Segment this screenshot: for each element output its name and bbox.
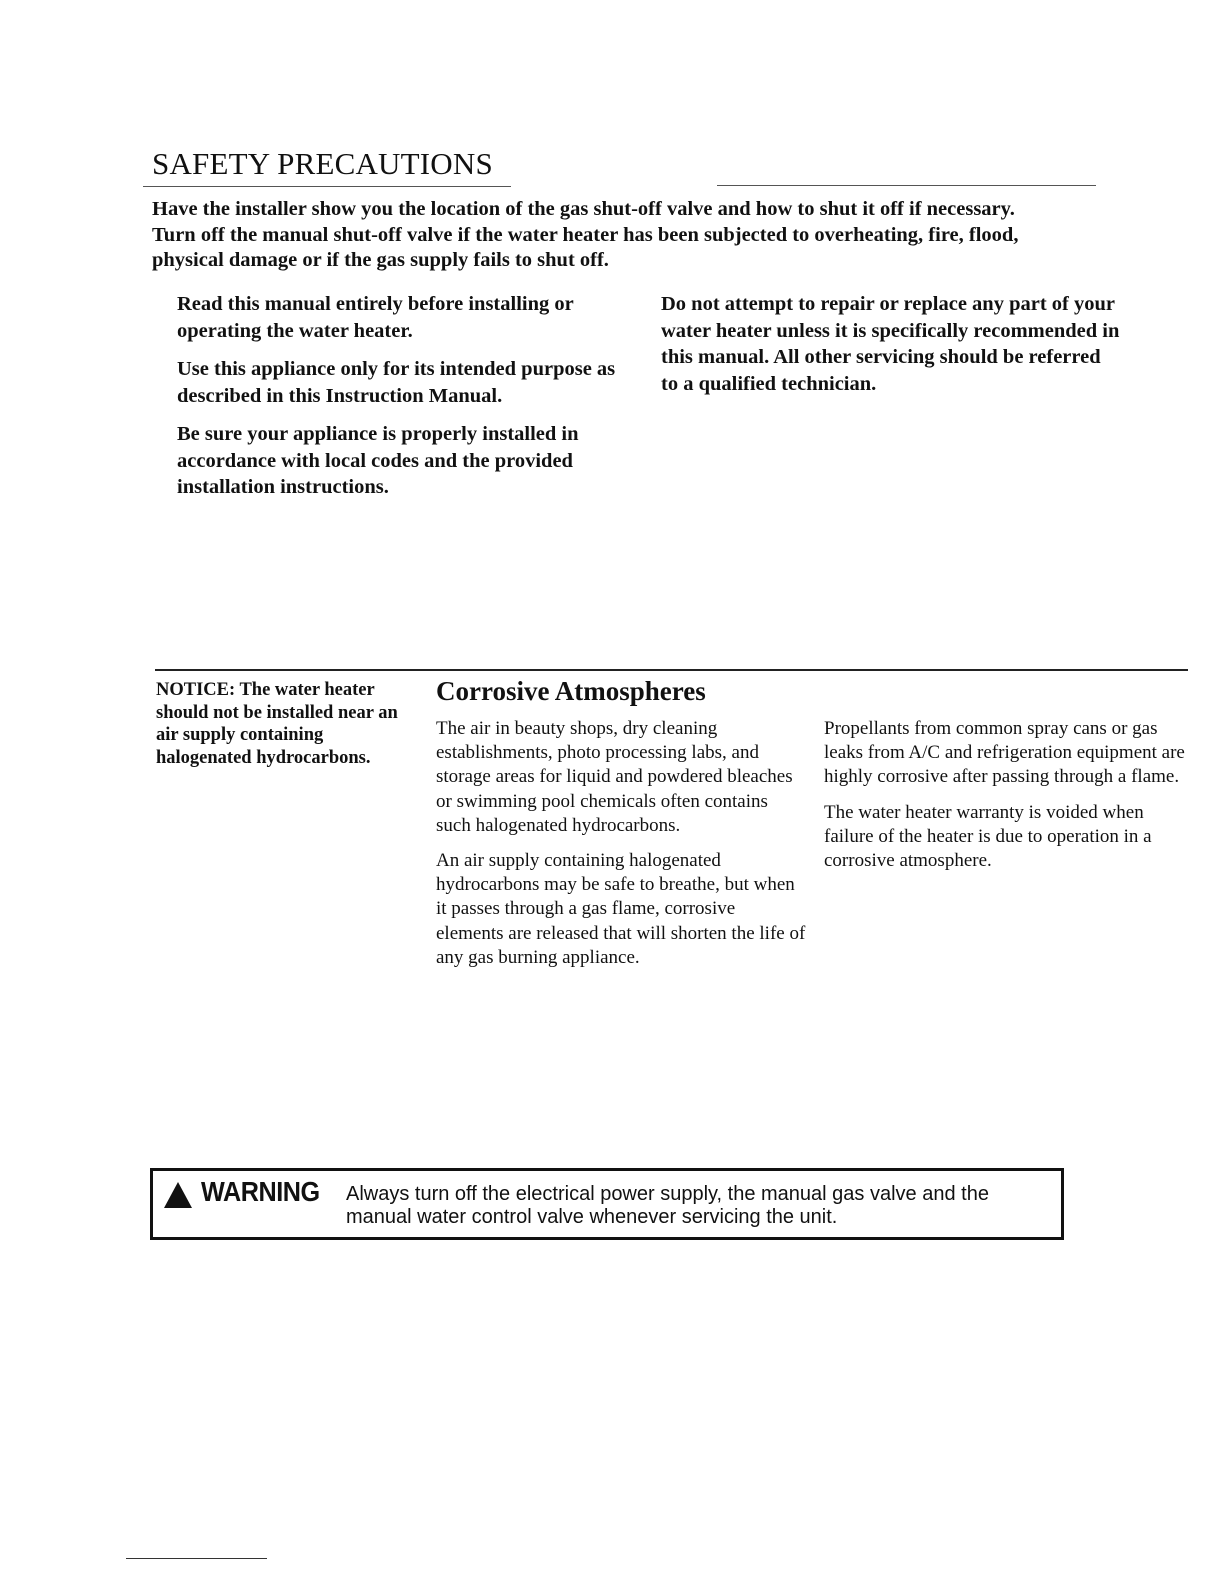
corrosive-column-2	[824, 717, 1194, 873]
page-title: SAFETY PRECAUTIONS	[152, 146, 493, 181]
title-underline-right	[717, 185, 1096, 186]
section-heading: Corrosive Atmospheres	[436, 676, 706, 706]
precautions-right-column	[661, 291, 1121, 397]
warning-box	[150, 1168, 1064, 1240]
precaution-intended-use: Use this appliance only for its intended purpose as described in this Instruction Manual.	[177, 358, 616, 407]
corrosive-paragraph: Propellants from common spray cans or gas leaks from A/C and refrigeration equipment are highly corrosive after passing through a flame.	[824, 718, 1185, 788]
corrosive-paragraph: The water heater warranty is voided when failure of the heater is due to operation in a corrosive atmosphere.	[824, 801, 1152, 872]
warning-text: Always turn off the electrical power supply, the manual gas valve and the manual water control valve whenever servicing the unit.	[346, 1183, 989, 1228]
title-underline-left	[143, 186, 511, 187]
section-divider	[155, 669, 1188, 671]
corrosive-paragraph: An air supply containing halogenated hydrocarbons may be safe to breathe, but when it passes through a gas flame, corrosive elements are released that will shorten the life of any gas burning appliance.	[436, 850, 806, 968]
corrosive-paragraph: The air in beauty shops, dry cleaning establishments, photo processing labs, and storage areas for liquid and powdered bleaches or swimming pool chemicals often contains such halogenated hydrocarbons.	[436, 718, 793, 836]
precautions-left-column	[177, 291, 637, 501]
notice-text: NOTICE: The water heater should not be installed near an air supply containing halogenated hydrocarbons.	[156, 680, 398, 768]
precaution-read-manual: Read this manual entirely before installing or operating the water heater.	[177, 293, 574, 342]
warning-triangle-icon	[163, 1181, 193, 1209]
warning-label: WARNING	[201, 1176, 320, 1207]
precaution-proper-install: Be sure your appliance is properly installed in accordance with local codes and the provided installation instructions.	[177, 423, 579, 498]
corrosive-column-1	[436, 717, 806, 970]
footer-rule	[126, 1558, 267, 1559]
intro-paragraph: Have the installer show you the location of the gas shut-off valve and how to shut it off if necessary. Turn off the manual shut-off valve if the water heater has been subjected to overheating, fire, flood, physical damage or if the gas supply fails to shut off.	[152, 198, 1019, 271]
precaution-no-repair: Do not attempt to repair or replace any part of your water heater unless it is specifically recommended in this manual. All other servicing should be referred to a qualified technician.	[661, 293, 1120, 395]
